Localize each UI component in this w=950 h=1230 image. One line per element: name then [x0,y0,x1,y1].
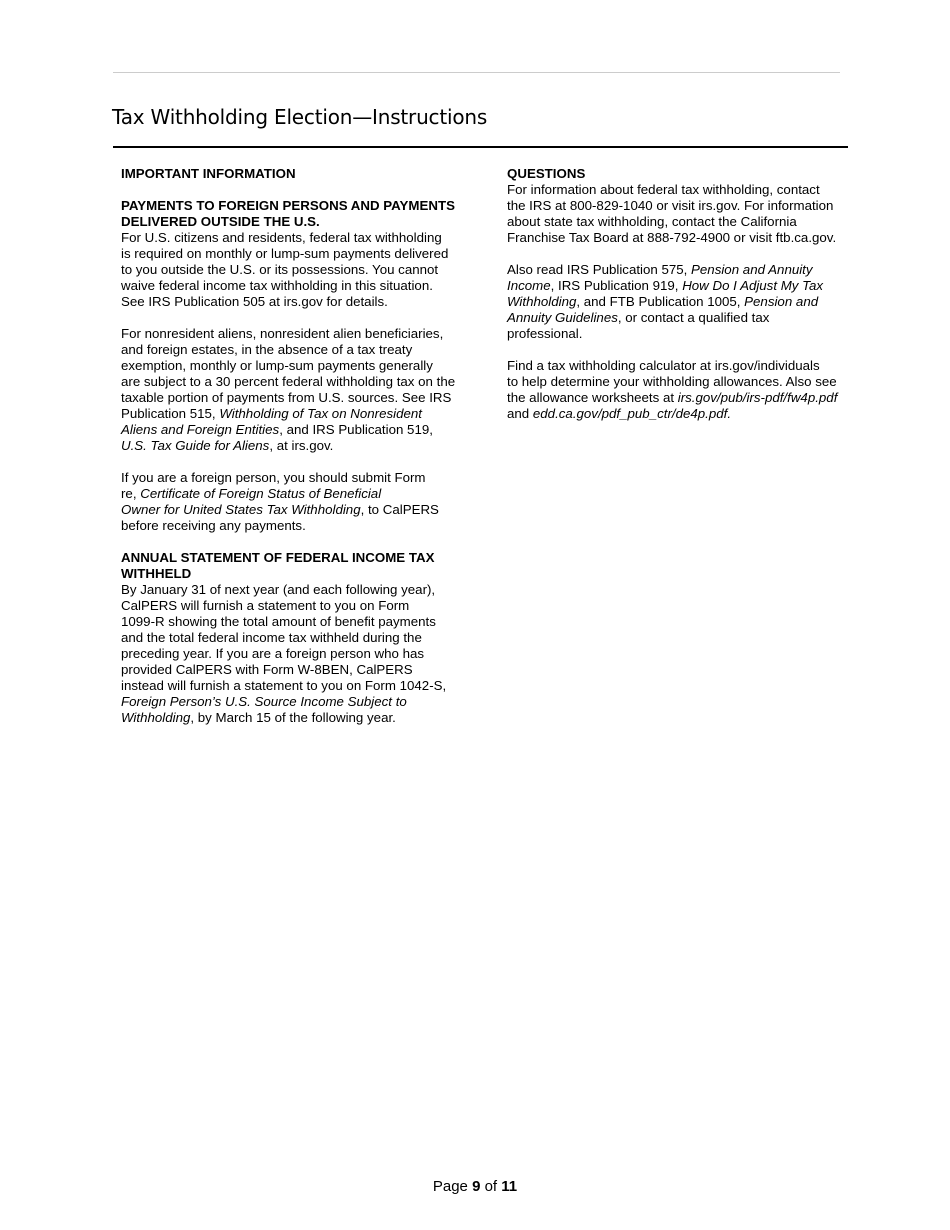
paragraph-line: exemption, monthly or lump-sum payments generally [121,358,433,373]
paragraph-line: For nonresident aliens, nonresident alien beneficiaries, [121,326,444,341]
publication-title: How Do I Adjust My Tax [682,278,824,293]
text-run: , by March 15 of the following year. [190,710,396,725]
publications-paragraph [507,262,867,342]
calculator-paragraph [507,358,867,422]
worksheet-url: irs.gov/pub/irs-pdf/fw4p.pdf [677,390,838,405]
form-title: Certificate of Foreign Status of Beneficial [140,486,382,501]
publication-title: Pension and Annuity [691,262,813,277]
publication-title: Annuity Guidelines [507,310,618,325]
paragraph-line [121,694,491,710]
paragraph-line [507,294,867,310]
annual-statement-heading-line-1: ANNUAL STATEMENT OF FEDERAL INCOME TAX [121,550,435,565]
paragraph-line [507,262,867,278]
paragraph-line: preceding year. If you are a foreign person who has [121,646,425,661]
paragraph-line [507,406,867,422]
text-run: the allowance worksheets at [507,390,678,405]
right-column [507,166,867,422]
text-run: , to CalPERS [360,502,439,517]
paragraph-line [121,710,491,726]
paragraph-line [507,278,867,294]
foreign-person-form-paragraph [121,470,491,534]
questions-heading: QUESTIONS [507,166,586,181]
paragraph-line [121,438,491,454]
total-pages-number: 11 [501,1178,518,1195]
publication-title: U.S. Tax Guide for Aliens [121,438,270,453]
paragraph-line [121,502,491,518]
page-title: Tax Withholding Election—Instructions [112,105,488,129]
publication-title: Income [507,278,551,293]
foreign-persons-section [121,198,491,310]
paragraph-line [507,390,867,406]
form-title: Withholding [121,710,191,725]
paragraph-line: to you outside the U.S. or its possessions. You cannot [121,262,439,277]
text-run: , and FTB Publication 1005, [576,294,745,309]
text-run: , and IRS Publication 519, [279,422,433,437]
form-title: Owner for United States Tax Withholding [121,502,361,517]
paragraph-line [121,406,491,422]
title-divider [113,146,848,148]
text-run: Publication 515, [121,406,220,421]
paragraph-line: is required on monthly or lump-sum payments delivered [121,246,449,261]
paragraph-line: By January 31 of next year (and each following year), [121,582,436,597]
paragraph-line: Franchise Tax Board at 888-792-4900 or visit ftb.ca.gov. [507,230,837,245]
paragraph-line [121,422,491,438]
paragraph-line: waive federal income tax withholding in this situation. [121,278,433,293]
important-information-heading: IMPORTANT INFORMATION [121,166,296,181]
nonresident-aliens-paragraph [121,326,491,454]
annual-statement-section [121,550,491,726]
paragraph-line: before receiving any payments. [121,518,306,533]
paragraph-line: If you are a foreign person, you should submit Form [121,470,426,485]
publication-title: Withholding [507,294,577,309]
text-run: , IRS Publication 919, [550,278,683,293]
paragraph-line [121,486,491,502]
text-run: Also read IRS Publication 575, [507,262,692,277]
paragraph-line: about state tax withholding, contact the California [507,214,797,229]
left-column [121,166,491,726]
publication-title: Pension and [744,294,819,309]
text-run: , at irs.gov. [269,438,334,453]
paragraph-line: CalPERS will furnish a statement to you on Form [121,598,410,613]
paragraph-line: For information about federal tax withholding, contact [507,182,820,197]
paragraph-line: professional. [507,326,583,341]
publication-title: Aliens and Foreign Entities [121,422,280,437]
form-title: Foreign Person’s U.S. Source Income Subject to [121,694,407,709]
publication-title: Withholding of Tax on Nonresident [219,406,422,421]
paragraph-line: are subject to a 30 percent federal withholding tax on the [121,374,456,389]
paragraph-line: provided CalPERS with Form W-8BEN, CalPERS [121,662,413,677]
annual-statement-heading-line-2: WITHHELD [121,566,192,581]
worksheet-url: edd.ca.gov/pdf_pub_ctr/de4p.pdf. [532,406,732,421]
paragraph-line: instead will furnish a statement to you on Form 1042-S, [121,678,447,693]
paragraph-line: taxable portion of payments from U.S. sources. See IRS [121,390,452,405]
paragraph-line: and the total federal income tax withheld during the [121,630,422,645]
paragraph-line: For U.S. citizens and residents, federal tax withholding [121,230,442,245]
paragraph-line: to help determine your withholding allowances. Also see [507,374,837,389]
current-page-number: 9 [472,1178,481,1195]
text-run: and [507,406,533,421]
paragraph-line: See IRS Publication 505 at irs.gov for details. [121,294,388,309]
text-run: , or contact a qualified tax [617,310,770,325]
paragraph-line: 1099-R showing the total amount of benefit payments [121,614,436,629]
paragraph-line [507,310,867,326]
paragraph-line: the IRS at 800-829-1040 or visit irs.gov. For information [507,198,834,213]
page-number-footer [0,1178,950,1196]
text-run: re, [121,486,141,501]
of-word: of [484,1178,498,1195]
paragraph-line: Find a tax withholding calculator at irs.gov/individuals [507,358,820,373]
questions-section [507,166,867,246]
page-word: Page [432,1178,468,1195]
foreign-persons-heading-line-2: DELIVERED OUTSIDE THE U.S. [121,214,320,229]
foreign-persons-heading-line-1: PAYMENTS TO FOREIGN PERSONS AND PAYMENTS [121,198,455,213]
top-divider [113,72,840,73]
paragraph-line: and foreign estates, in the absence of a tax treaty [121,342,413,357]
